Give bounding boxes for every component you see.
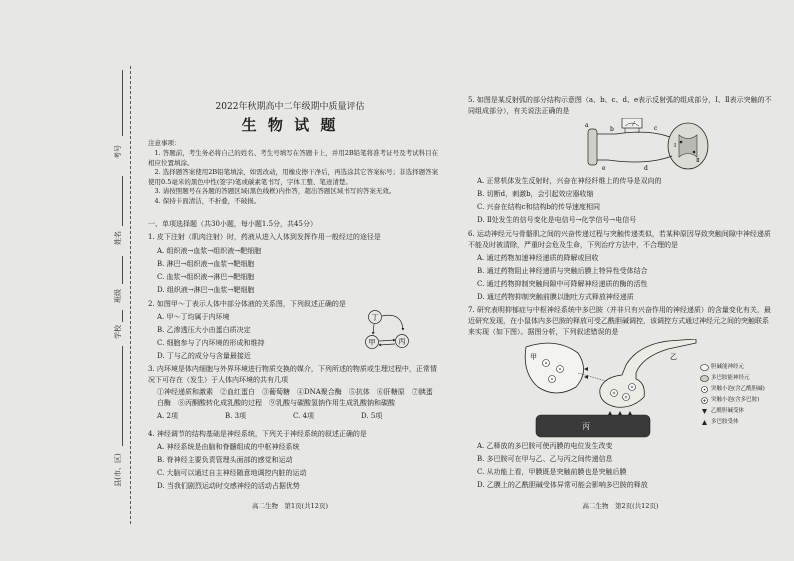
arrow-ding-to-bing	[382, 315, 403, 330]
dopamine-receptor-icon	[700, 419, 709, 426]
node-bing-label: 丙	[398, 337, 406, 346]
question-5-options	[468, 175, 773, 227]
q7-legend	[700, 362, 780, 428]
label-d: d	[644, 165, 648, 172]
label-synapse-1: Ⅰ	[674, 143, 677, 149]
notice-item: 1. 答题前，考生务必将自己的姓名、考生号填写在答题卡上，并用2B铅笔将准考证号及考试科目在相应位置填涂。	[148, 149, 439, 167]
q6-option-a: A. 通过药物加速神经递质的降解或回收	[477, 254, 599, 262]
notice-item: 4. 保持卡面清洁，不折叠，不破损。	[154, 196, 261, 205]
q7-option-a: A. 乙释放的多巴胺可使丙膜的电位发生改变	[477, 442, 613, 450]
neuron-bing	[536, 415, 650, 437]
dopamine-receptor	[618, 411, 622, 415]
notice-heading: 注意事项：	[148, 139, 181, 147]
q2-option-b: B. 乙渗透压大小由蛋白质决定	[157, 326, 251, 334]
binding-dashed-line	[130, 66, 131, 524]
dopamine-receptor	[608, 411, 612, 415]
question-stem: 1. 皮下注射（肌肉注射）时，药液从进入人体到发挥作用一般经过的途径是	[148, 233, 381, 241]
school-label: 学校	[114, 325, 122, 339]
legend-item	[700, 384, 780, 395]
dopamine-receptor	[628, 411, 632, 415]
q5-option-a: A. 正常机体发生反射时，兴奋在神经纤维上的传导是双向的	[477, 177, 662, 185]
q4-option-b: B. 脊神经主要负责管理头面部的感觉和运动	[157, 456, 293, 464]
name-label: 姓名	[114, 231, 122, 245]
question-4	[148, 429, 438, 493]
node-ding-label: 丁	[371, 313, 379, 322]
label-jia: 甲	[530, 353, 537, 361]
legend-text: 多巴胺受体	[711, 419, 739, 425]
subject-title: 生 物 试 题	[241, 116, 339, 134]
legend-item	[700, 417, 780, 428]
effector	[588, 129, 597, 165]
ach-receptor	[584, 375, 588, 379]
q6-option-b: B. 通过药物阻止神经递质与突触后膜上特异性受体结合	[477, 267, 648, 275]
label-b: b	[610, 126, 614, 133]
question-stem: 6. 运动神经元与骨骼肌之间的兴奋传递过程与突触传递类似，若某种原因导致突触间隙中神经递质不能及时被清除，严重时会危及生命，下列治疗方法中，不合理的是	[468, 230, 771, 249]
q7-option-b: B. 多巴胺可在甲与乙、乙与丙之间传递信息	[477, 455, 613, 463]
q3-item-list: ①神经递质和激素 ②血红蛋白 ③葡萄糖 ④DNA聚合酶 ⑤抗体 ⑥肝糖原 ⑦胰蛋白酶 ⑧丙酮酸转化成乳酸的过程 ⑨乳酸与碳酸氢钠作用生成乳酸钠和碳酸	[157, 388, 433, 407]
label-synapse-2: Ⅱ	[696, 158, 700, 164]
legend-text: 多巴胺能神经元	[711, 375, 750, 381]
arrow-bing-to-jia	[379, 344, 395, 345]
question-6	[468, 229, 773, 304]
county-label: 县(市、区)	[114, 453, 122, 487]
afferent-nerve	[597, 132, 670, 137]
notice-list	[148, 149, 440, 206]
gray-matter	[679, 135, 697, 157]
cholinergic-neuron-icon	[700, 364, 709, 371]
question-stem: 3. 内环境是体内细胞与外界环境进行物质交换的媒介，下列所述的物质或生理过程中，正常情况下可存在（发生）于人体内环境的共有几项	[148, 365, 437, 384]
reflex-arc-diagram	[584, 118, 714, 174]
q1-option-c: C. 血浆→组织液→淋巴→靶细胞	[157, 273, 255, 281]
exam-no-blank-line	[122, 70, 123, 136]
dopamine-vesicle-icon	[700, 397, 709, 404]
ach-receptor-icon	[700, 408, 709, 415]
q5-option-d: D. Ⅱ处发生的信号变化是电信号→化学信号→电信号	[477, 216, 637, 224]
legend-item	[700, 362, 780, 373]
legend-item	[700, 406, 780, 417]
q5-option-b: B. 切断d，刺激b，会引起效应器收缩	[477, 190, 594, 198]
legend-text: 突触小泡(含乙酰胆碱)	[711, 386, 765, 392]
county-blank-line	[122, 346, 123, 446]
arrow-jia-to-bing	[379, 340, 395, 341]
question-3	[148, 364, 438, 423]
question-5	[468, 95, 773, 117]
q2-option-c: C. 细胞参与了内环境的形成和维持	[157, 339, 265, 347]
question-stem: 5. 如图是某反射弧的部分结构示意图（a、b、c、d、e表示反射弧的组成部分，Ⅰ、Ⅱ表示突触的不同组成部分），有关说法正确的是	[468, 96, 772, 115]
notice-item: 3. 请按照题号在各题的答题区域(黑色线框)内作答，超出答题区域书写的答案无效。	[154, 187, 396, 195]
question-7-options	[468, 440, 773, 492]
label-yi: 乙	[670, 353, 677, 361]
exam-title: 2022年秋期高中二年级期中质量评估	[215, 102, 365, 112]
q1-option-d: D. 组织液→淋巴→血浆→靶细胞	[157, 286, 255, 294]
q3-option-d: D. 5项	[361, 412, 383, 420]
ach-receptor	[584, 367, 588, 371]
q2-option-a: A. 甲～丁均属于内环境	[157, 313, 230, 321]
dopaminergic-neuron-yi	[600, 339, 696, 407]
q3-options	[148, 410, 438, 423]
question-stem: 7. 研究表明抑郁症与中枢神经系统中多巴胺（并非只有兴奋作用的神经递质）的含量变化有关，最近研究发现，在小鼠体内多巴胺的释放可受乙酰胆碱调控，该调控方式通过神经元之间的突触联系来实现（如下图）。据图分析，下列叙述错误的是	[468, 306, 771, 336]
q3-option-b: B. 3项	[225, 412, 247, 420]
synapse-dot	[680, 141, 683, 144]
label-e: e	[602, 165, 606, 172]
exam-no-label: 考号	[114, 145, 122, 159]
ach-vesicle-icon	[700, 386, 709, 393]
question-stem: 2. 如图甲～丁表示人体中部分体液的关系图，下列叙述正确的是	[148, 300, 346, 308]
section-heading: 一、单项选择题（共30小题，每小题1.5分，共45分）	[148, 220, 317, 228]
dopaminergic-neuron-icon	[700, 375, 709, 382]
legend-item	[700, 395, 780, 406]
synapse-dot	[693, 151, 696, 154]
q4-option-d: D. 当我们剧烈运动时交感神经的活动占据优势	[157, 482, 300, 490]
label-c: c	[654, 125, 658, 132]
q3-option-a: A. 2项	[157, 412, 178, 420]
page-1-footer: 高二生物 第1页(共12页)	[252, 502, 328, 510]
arrow-ding-to-jia	[373, 324, 374, 334]
page-2-footer: 高二生物 第2页(共12页)	[582, 502, 659, 510]
node-jia-label: 甲	[368, 338, 376, 347]
legend-item	[700, 373, 780, 384]
q5-option-c: C. 兴奋在结构c和结构b的传导速度相同	[477, 203, 600, 211]
q1-option-b: B. 淋巴→组织液→血浆→靶细胞	[157, 260, 255, 268]
q2-option-d: D. 丁与乙的成分与含量最接近	[157, 352, 251, 360]
class-label: 班级	[114, 289, 122, 303]
legend-text: 突触小泡(含多巴胺)	[711, 397, 760, 403]
q6-option-d: D. 通过药物抑制突触前膜以胞吐方式释放神经递质	[477, 293, 634, 301]
q7-option-c: C. 从功能上看，甲膜既是突触前膜也是突触后膜	[477, 468, 627, 476]
label-bing: 丙	[582, 422, 590, 431]
question-7	[468, 305, 773, 338]
q1-option-a: A. 组织液→血浆→组织液→靶细胞	[157, 247, 262, 255]
q4-option-a: A. 神经系统是由脑和脊髓组成的中枢神经系统	[157, 443, 300, 451]
legend-text: 乙酰胆碱受体	[711, 408, 745, 414]
notice-item: 2. 选择题答案使用2B铅笔填涂，如需改动，用橡皮擦干净后，再选涂其它答案标号；非选择题答案使用0.5毫米的黑色中性(签字)笔或碳素笔书写，字体工整、笔迹清楚。	[148, 168, 439, 186]
cholinergic-neuron-jia	[525, 343, 583, 393]
question-1	[148, 232, 438, 297]
q7-option-d: D. 乙膜上的乙酰胆碱受体异常可能会影响多巴胺的释放	[477, 481, 648, 489]
question-stem: 4. 神经调节的结构基础是神经系统，下列关于神经系统的叙述正确的是	[148, 430, 367, 438]
label-a: a	[585, 122, 589, 129]
legend-text: 胆碱能神经元	[711, 364, 745, 370]
q3-option-c: C. 4项	[293, 412, 315, 420]
synapse-regulation-diagram	[518, 339, 700, 439]
efferent-nerve	[597, 156, 672, 162]
q6-option-c: C. 通过药物抑制突触间隙中可降解神经递质的酶的活性	[477, 280, 648, 288]
body-fluid-diagram	[360, 308, 416, 354]
q4-option-c: C. 大脑可以通过自主神经随意地调控内脏的运动	[157, 469, 307, 477]
